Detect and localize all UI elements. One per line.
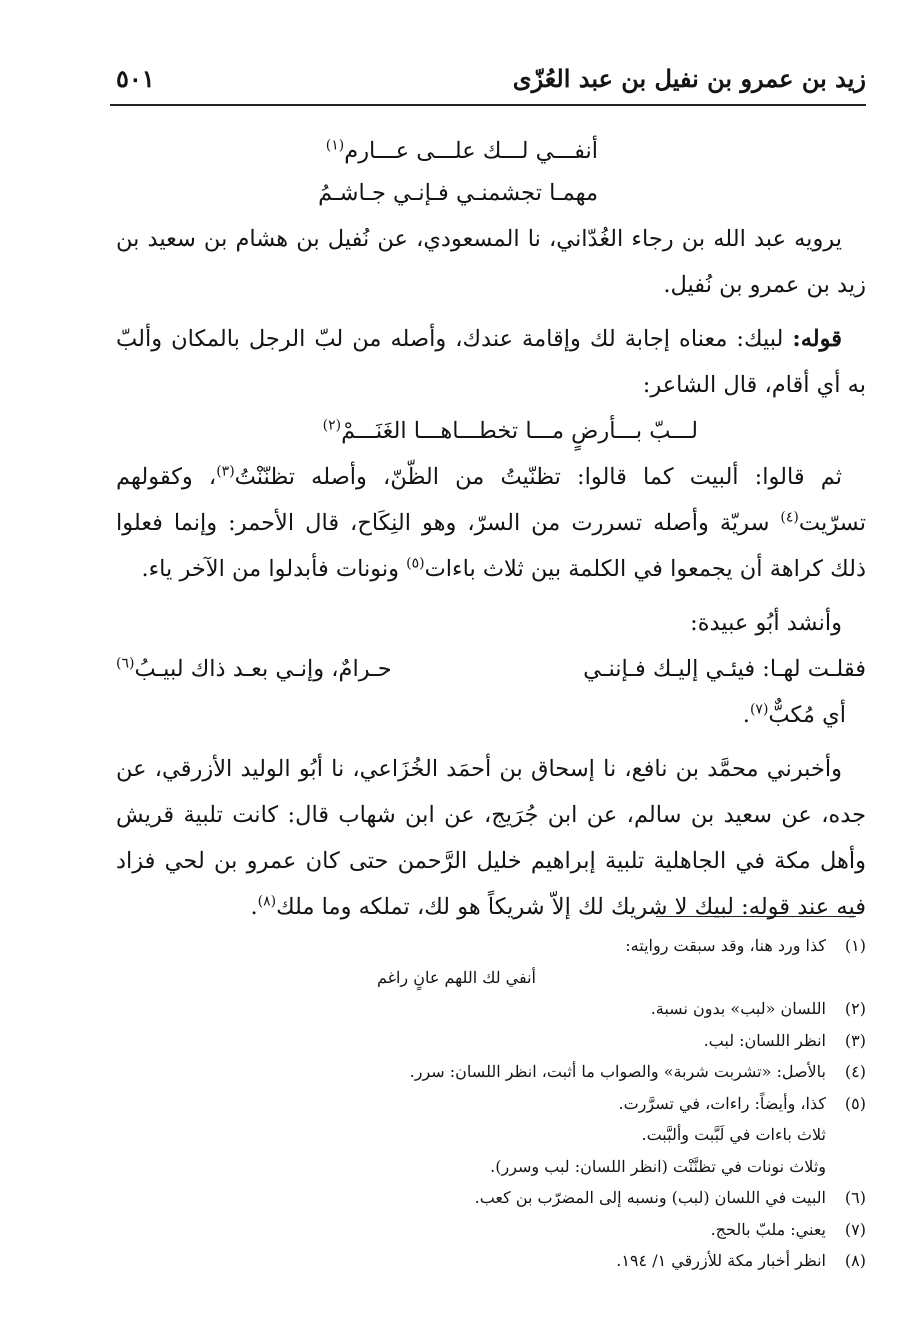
footnote-text: كذا ورد هنا، وقد سبقت روايته:	[625, 936, 826, 955]
paragraph	[116, 316, 866, 408]
paragraph-text: ونونات فأبدلوا من الآخر ياء.	[141, 556, 407, 582]
footnote-continuation	[116, 1119, 866, 1151]
footnote-text: بالأصل: «تشربت شربة» والصواب ما أثبت، انظر اللسان: سرر.	[409, 1062, 826, 1081]
footnote-continuation	[116, 1151, 866, 1183]
footnote-number: (٨)	[844, 1251, 866, 1270]
footnote-number: (١)	[844, 936, 866, 955]
paragraph-text: يرويه عبد الله بن رجاء الغُدّاني، نا المسعودي، عن نُفيل بن هشام بن سعيد بن زيد بن عمرو بن نُفيل.	[116, 226, 866, 298]
footnote-text: يعني: ملبّ بالحج.	[710, 1219, 826, 1239]
verse-text: أنفـــي لـــك علـــى عـــارم	[344, 138, 598, 164]
verse-line	[116, 170, 598, 216]
footnote	[116, 1214, 866, 1246]
footnote-ref: (٨)	[257, 893, 277, 910]
footnote-text: وثلاث نونات في تظنَّنْت (انظر اللسان: لبب وسرر).	[490, 1156, 826, 1176]
footnote	[116, 1025, 866, 1057]
footnote-text: اللسان «لبب» بدون نسبة.	[650, 999, 826, 1018]
paragraph-text: وأخبرني محمَّد بن نافع، نا إسحاق بن أحمَد الخُزَاعي، نا أبُو الوليد الأزرقي، عن جده، عن سعيد بن سالم، عن ابن جُرَيج، عن ابن شهاب قال: كانت تلبية قريش وأهل مكة في الجاهلية تلبية إبراهيم خليل الرَّحمن حتى كان عمرو بن لحي فزاد فيه عند قوله: لبيك لا شريك لك إلاّ شريكاً هو لك، تملكه وما ملك	[116, 756, 866, 920]
footnote-ref: (٧)	[749, 701, 769, 718]
paragraph	[116, 454, 866, 592]
verse-text: مهمـا تجشمنـي فـإنـي جـاشـمُ	[318, 180, 598, 206]
footnote-ref: (١)	[325, 137, 345, 154]
main-text	[116, 128, 866, 930]
paragraph-text: .	[250, 894, 258, 920]
page-header	[110, 58, 866, 102]
footnote-verse	[116, 962, 866, 994]
footnote-rule	[656, 916, 856, 917]
paragraph-text: ثم قالوا: ألبيت كما قالوا: تظنّيتُ من الظّنّ، وأصله تظنّنْتُ	[234, 464, 842, 490]
page-number: ٥٠١	[116, 64, 155, 93]
paragraph-text: سريّة وأصله تسررت من السرّ، وهو النِكَاح، قال الأحمر: وإنما فعلوا ذلك كراهة أن يجمعوا في الكلمة بين ثلاث باءات	[116, 510, 866, 582]
footnote	[116, 1056, 866, 1088]
footnote	[116, 930, 866, 962]
footnote	[116, 1088, 866, 1120]
header-rule	[110, 104, 866, 106]
footnote-ref: (٦)	[116, 655, 135, 672]
footnote-ref: (٤)	[780, 509, 799, 526]
footnote	[116, 1182, 866, 1214]
footnote	[116, 1245, 866, 1277]
paragraph-text: أي مُكبٌّ	[768, 702, 846, 728]
footnote	[116, 993, 866, 1025]
paragraph	[116, 600, 866, 646]
footnote-ref: (٥)	[406, 555, 425, 572]
footnote-ref: (٢)	[322, 417, 342, 434]
footnotes	[116, 930, 866, 1277]
footnote-number: (٥)	[844, 1093, 866, 1113]
verse-line	[116, 128, 598, 174]
footnote-text: كذا، وأيضاً: راءات، في تسرَّرت.	[618, 1093, 826, 1113]
lemma-label: قوله:	[792, 326, 842, 352]
paragraph-text: وأنشد أبُو عبيدة:	[690, 610, 842, 636]
verse-text: لـــبّ بـــأرضٍ مـــا تخطـــاهـــا الغَنَـــمْ	[341, 418, 698, 444]
running-title: زيد بن عمرو بن نفيل بن عبد العُزّى	[512, 64, 866, 93]
verse-hemistich-second	[116, 646, 392, 692]
verse-couplet	[116, 646, 866, 692]
footnote-number: (٤)	[844, 1062, 866, 1081]
footnote-number: (٢)	[844, 999, 866, 1018]
verse-hemistich-first: فقلـت لهـا: فيئـي إليـك فـإننـي	[583, 656, 866, 682]
paragraph	[116, 216, 866, 308]
verse-text: حـرامٌ، وإنـي بعـد ذاك لبيـبُ	[134, 656, 392, 682]
paragraph	[116, 746, 866, 930]
paragraph-text: .	[742, 702, 750, 728]
footnote-text: أنفي لك اللهم عانٍ راغم	[376, 967, 536, 987]
footnote-number: (٦)	[844, 1188, 866, 1207]
verse-line	[116, 408, 698, 454]
footnote-text: انظر أخبار مكة للأزرقي ١/ ١٩٤.	[616, 1251, 826, 1270]
footnote-number: (٧)	[844, 1219, 866, 1239]
paragraph-text: ، وكقولهم تسرّيت	[116, 464, 866, 536]
footnote-text: ثلاث باءات في لَبَّبت وألبَّبت.	[641, 1125, 826, 1144]
footnote-number: (٣)	[844, 1030, 866, 1050]
paragraph-text: لبيك: معناه إجابة لك وإقامة عندك، وأصله من لبّ الرجل بالمكان وألبّ به أي أقام، قال الشاعر:	[116, 326, 866, 398]
footnote-text: انظر اللسان: لبب.	[703, 1030, 826, 1050]
footnote-text: البيت في اللسان (لبب) ونسبه إلى المضرّب بن كعب.	[474, 1188, 826, 1207]
footnote-ref: (٣)	[216, 463, 235, 480]
paragraph	[116, 692, 846, 738]
